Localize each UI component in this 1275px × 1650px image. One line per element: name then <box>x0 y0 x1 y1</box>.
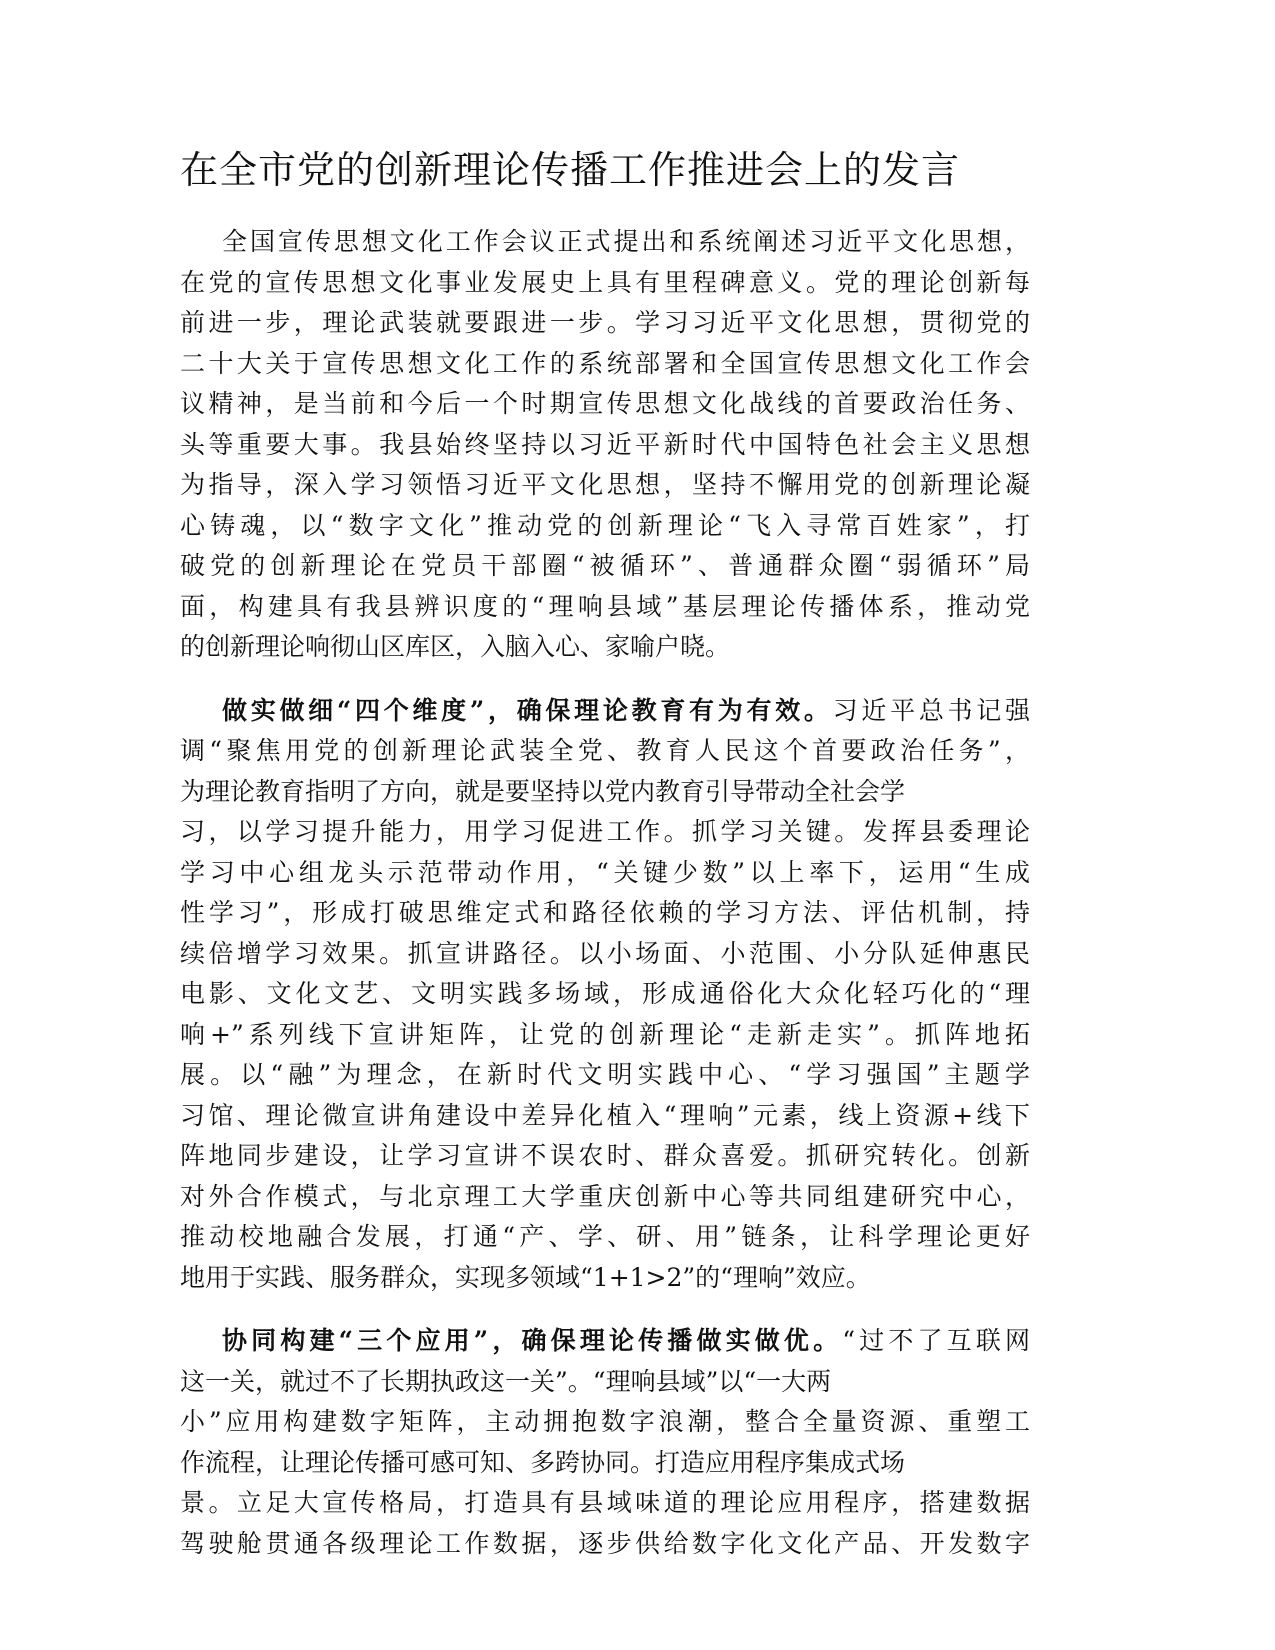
text-line: 续倍增学习效果。抓宣讲路径。以小场面、小范围、小分队延伸惠民 <box>180 938 1030 968</box>
text-line: 响+”系列线下宣讲矩阵，让党的创新理论“走新走实”。抓阵地拓 <box>180 1019 1030 1049</box>
text-fragment: “过不了互联网 <box>842 1326 1030 1355</box>
text-line: 习，以学习提升能力，用学习促进工作。抓学习关键。发挥县委理论 <box>180 817 1030 846</box>
text-line: 议精神，是当前和今后一个时期宣传思想文化战线的首要政治任务、 <box>180 389 1030 418</box>
intro-paragraph <box>180 222 1030 668</box>
text-line: 电影、文化文艺、文明实践多场域，形成通俗化大众化轻巧化的“理 <box>180 979 1030 1008</box>
text-line: 调“聚焦用党的创新理论武装全党、教育人民这个首要政治任务”， <box>180 736 1030 765</box>
text-line: 在党的宣传思想文化事业发展史上具有里程碑意义。党的理论创新每 <box>180 267 1030 297</box>
text-line: 破党的创新理论在党员干部圈“被循环”、普通群众圈“弱循环”局 <box>180 551 1030 580</box>
text-line: 阵地同步建设，让学习宣讲不误农时、群众喜爱。抓研究转化。创新 <box>180 1141 1030 1170</box>
section-heading: 做实做细“四个维度”，确保理论教育有为有效。 <box>222 695 833 725</box>
text-line <box>180 1321 1030 1362</box>
text-line: 驾驶舱贯通各级理论工作数据，逐步供给数字化文化产品、开发数字 <box>180 1528 1030 1558</box>
text-line: 对外合作模式，与北京理工大学重庆创新中心等共同组建研究中心， <box>180 1181 1030 1211</box>
text-line: 学习中心组龙头示范带动作用，“关键少数”以上率下，运用“生成 <box>180 857 1030 887</box>
section-heading: 协同构建“三个应用”，确保理论传播做实做优。 <box>222 1326 843 1355</box>
text-line: 的创新理论响彻山区库区，入脑入心、家喻户晓。 <box>180 632 731 661</box>
text-line: 性学习”，形成打破思维定式和路径依赖的学习方法、评估机制，持 <box>180 898 1030 927</box>
text-line: 展。以“融”为理念，在新时代文明实践中心、“学习强国”主题学 <box>180 1060 1030 1089</box>
text-line: 地用于实践、服务群众，实现多领域“1+1>2”的“理响”效应。 <box>180 1262 871 1292</box>
text-line: 为指导，深入学习领悟习近平文化思想，坚持不懈用党的创新理论凝 <box>180 470 1030 499</box>
text-line: 习馆、理论微宣讲角建设中差异化植入“理响”元素，线上资源+线下 <box>180 1100 1030 1130</box>
section-paragraph-four-dimensions <box>180 691 1030 1299</box>
text-fragment: 习近平总书记强 <box>832 695 1030 725</box>
text-line: 心铸魂，以“数字文化”推动党的创新理论“飞入寻常百姓家”，打 <box>180 510 1030 540</box>
text-line: 推动校地融合发展，打通“产、学、研、用”链条，让科学理论更好 <box>180 1222 1030 1251</box>
text-line: 为理论教育指明了方向，就是要坚持以党内教育引导带动全社会学 <box>180 776 906 806</box>
text-line: 二十大关于宣传思想文化工作的系统部署和全国宣传思想文化工作会 <box>180 348 1030 378</box>
text-line: 这一关，就过不了长期执政这一关”。“理响县域”以“一大两 <box>180 1366 832 1396</box>
text-line: 小”应用构建数字矩阵，主动拥抱数字浪潮，整合全量资源、重塑工 <box>180 1407 1030 1436</box>
document-title: 在全市党的创新理论传播工作推进会上的发言 <box>180 148 961 192</box>
text-line: 头等重要大事。我县始终坚持以习近平新时代中国特色社会主义思想 <box>180 429 1030 459</box>
text-line: 前进一步，理论武装就要跟进一步。学习习近平文化思想，贯彻党的 <box>180 308 1030 337</box>
text-line <box>180 691 1030 732</box>
text-line: 作流程，让理论传播可感可知、多跨协同。打造应用程序集成式场 <box>180 1447 906 1477</box>
text-line: 面，构建具有我县辨识度的“理响县域”基层理论传播体系，推动党 <box>180 591 1030 621</box>
text-line: 景。立足大宣传格局，打造具有县域味道的理论应用程序，搭建数据 <box>180 1488 1030 1517</box>
text-line: 全国宣传思想文化工作会议正式提出和系统阐述习近平文化思想， <box>222 227 1030 256</box>
document-page <box>180 140 1030 1587</box>
section-paragraph-three-applications <box>180 1321 1030 1564</box>
